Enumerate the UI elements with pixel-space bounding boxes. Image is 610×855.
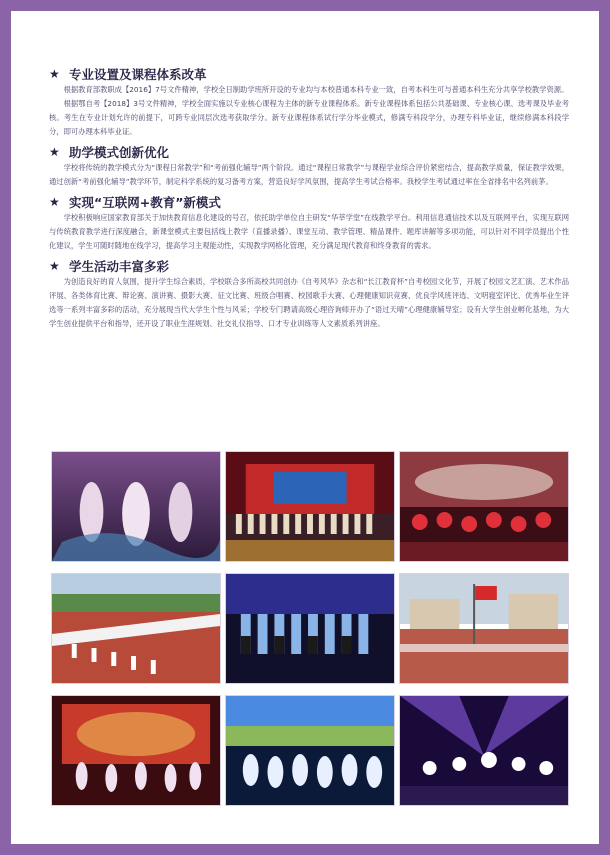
section-heading	[49, 143, 569, 161]
photo-dance-performance	[51, 451, 221, 562]
section-title: 专业设置及课程体系改革	[69, 67, 207, 82]
section-student-activities	[49, 257, 569, 331]
paragraph: 为创造良好的育人氛围，提升学生综合素质，学校联合多所高校共同创办《自考风华》杂志和“长江教育杯”自考校园文化节，开展了校园文艺汇演、艺术作品评展、各类体育比赛、辩论赛、演讲赛、摄影大赛、征文比赛、班级合唱赛、校园歌手大赛、心理健康知识竞赛、优良学风班评选、文明寝室评比、优秀毕业生评选等一系列丰富多彩的活动，充分展现当代大学生个性与风采；学校专门聘请高级心理咨询师开办了“语过天晴”心理健康辅导室；设有大学生创业孵化基地，为大学生创业提供平台和指导，还开设了职业生涯规划、社交礼仪指导、口才专业训练等人文素质系列讲座。	[49, 277, 569, 328]
paragraph: 学校将传统的教学模式分为“课程日常教学”和“考前强化辅导”两个阶段。通过“课程日常教学”与课程学业综合评价紧密结合，提高教学质量，保证教学效果，通过创新“考前强化辅导”教学环节，制定科学系统的复习备考方案，营造良好学风氛围，提高学生考试合格率。我校学生考试通过率在全省排名中名列前茅。	[49, 163, 569, 186]
photo-grid	[51, 451, 569, 806]
paragraph: 根据教育部教职成【2016】7号文件精神，学校全日制助学班所开设的专业均与本校普通本科专业一致，自考本科生可与普通本科生充分共享学校教学资源。	[63, 85, 569, 94]
section-title: 学生活动丰富多彩	[69, 259, 170, 274]
photo-choir	[225, 573, 395, 684]
photo-parade	[51, 573, 221, 684]
section-heading	[49, 193, 569, 211]
content-area	[49, 65, 569, 335]
photo-purple-stage	[399, 695, 569, 806]
star-icon: ★	[49, 195, 60, 209]
section-title: 实现“互联网+教育”新模式	[69, 195, 221, 210]
photo-stage-lights	[51, 695, 221, 806]
photo-blue-stage	[225, 695, 395, 806]
photo-stage-group	[225, 451, 395, 562]
star-icon: ★	[49, 67, 60, 81]
document-page	[11, 11, 599, 844]
photo-flag-ceremony	[399, 573, 569, 684]
section-curriculum	[49, 65, 569, 139]
star-icon: ★	[49, 259, 60, 273]
section-teaching-mode	[49, 143, 569, 189]
section-internet-education	[49, 193, 569, 253]
paragraph: 学校积极响应国家教育部关于加快教育信息化建设的号召，依托助学单位自主研发“华莘学堂”在线教学平台。利用信息通信技术以及互联网平台，实现互联网与传统教育教学进行深度融合，新课堂模式主要包括线上教学（直播录播）、课堂互动、教学管理、精品课件、题库讲解等多项功能，可以针对不同学员提出个性化建议，学生可随时随地在线学习，提高学习主观能动性，实现教学网格化管理，充分满足现代教育和终身教育的需求。	[49, 213, 569, 250]
section-heading	[49, 257, 569, 275]
photo-red-dance	[399, 451, 569, 562]
star-icon: ★	[49, 145, 60, 159]
paragraph: 根据鄂自考【2018】3号文件精神，学校全面实施以专业核心课程为主体的新专业课程体系。新专业课程体系包括公共基础课、专业核心课、选考课及毕业考核。考生在专业计划允许的前提下，可跨专业同层次选考获取学分。新专业课程体系试行学分毕业模式，修满专科段学分，办理专科毕业证，继续修满本科段学分，即可办理本科毕业证。	[49, 99, 569, 136]
section-heading	[49, 65, 569, 83]
section-title: 助学模式创新优化	[69, 145, 170, 160]
